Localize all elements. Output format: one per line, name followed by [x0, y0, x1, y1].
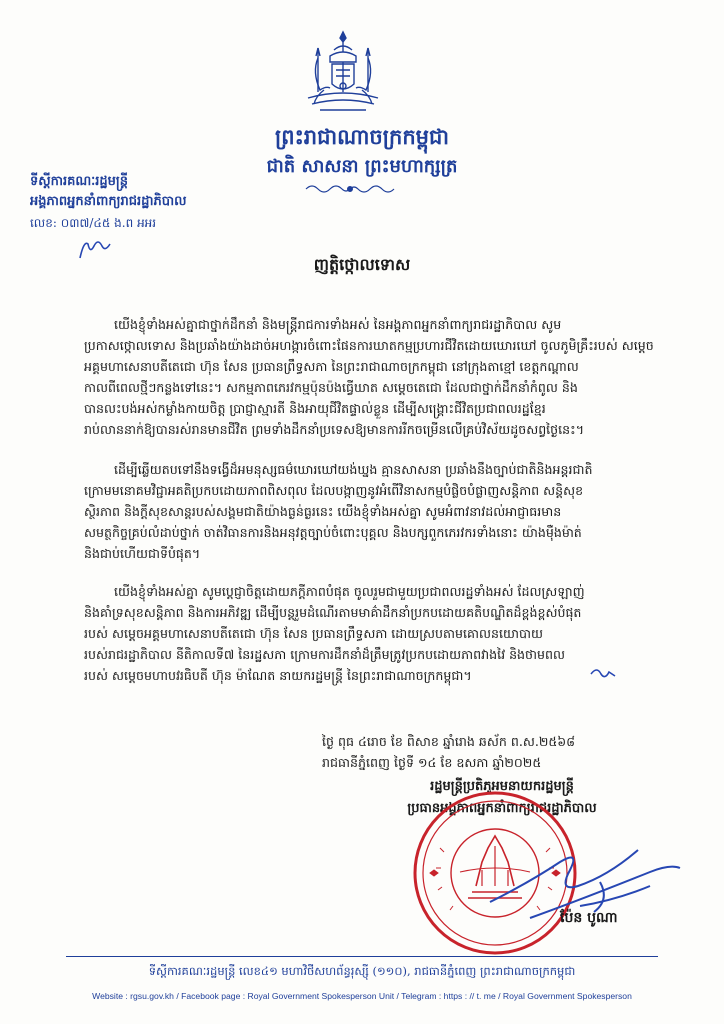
footer-contact: Website : rgsu.gov.kh / Facebook page : Royal Government Spokesperson Unit / Telegram : https : // t. me / Royal Government Spokesperson: [92, 991, 632, 1001]
signer-title-1: រដ្ឋមន្ត្រីប្រតិភូអមនាយករដ្ឋមន្ត្រី: [430, 779, 574, 794]
office-line-2: អង្គភាពអ្នកនាំពាក្យរាជរដ្ឋាភិបាល: [30, 194, 187, 209]
paragraph-line: របស់ សម្ដេចអគ្គមហាសេនាបតីតេជោ ហ៊ុន សែន ប្រធានព្រឹទ្ធសភា ដោយស្របតាមគោលនយោបាយ: [84, 626, 543, 641]
footer-address: ទីស្ដីការគណៈរដ្ឋមន្ត្រី លេខ៤១ មហាវិថីសហព័ន្ធរុស្ស៊ី (១១០), រាជធានីភ្នំពេញ ព្រះរាជាណាចក្រកម្ពុជា: [148, 964, 576, 978]
paragraph-line: កាលពីពេលថ្មីៗកន្លងទៅនេះ។ សកម្មភាពភេរវកម្មប៉ុនប៉ងធ្វើឃាត សម្ដេចតេជោ ដែលជាថ្នាក់ដឹកនាំកំពូល និង: [84, 380, 578, 395]
signer-title-2: ប្រធានអង្គភាពអ្នកនាំពាក្យរាជរដ្ឋាភិបាល: [407, 801, 597, 816]
kingdom-name: ព្រះរាជាណាចក្រកម្ពុជា: [274, 124, 449, 149]
paragraph-line: និងគាំទ្រសុខសន្តិភាព និងការអភិវឌ្ឍ ដើម្បីបន្តរួមដំណើរតាមមាគ៌ាដឹកនាំប្រកបដោយគតិបណ្ឌិតដ៏ខ្ពង់ខ្ពស់បំផុត: [84, 605, 582, 620]
document-title: ញត្តិថ្កោលទោស: [313, 255, 411, 274]
signer-name: ប៉ែន បូណា: [560, 910, 618, 926]
paragraph-line: របស់រាជរដ្ឋាភិបាល នីតិកាលទី៧ នៃរដ្ឋសភា ក្រោមការដឹកនាំដ៏ត្រឹមត្រូវប្រកបដោយភាពវាងវៃ និងថាមពល: [84, 647, 566, 662]
paragraph-line: រាប់លាននាក់ឱ្យបានរស់រានមានជីវិត ព្រមទាំងដឹកនាំប្រទេសឱ្យមានការរីកចម្រើនលើគ្រប់វិស័យដូចសព្វថ្ងៃនេះ។: [84, 422, 585, 437]
issuing-office: [30, 173, 270, 235]
paragraph-2: [84, 459, 674, 564]
paragraph-1: [84, 314, 674, 440]
reference-label: លេខ:: [30, 216, 57, 230]
paragraph-line: យើងខ្ញុំទាំងអស់គ្នា សូមប្ដេជ្ញាចិត្តដោយភក្ដីភាពបំផុត ចូលរួមជាមួយប្រជាពលរដ្ឋទាំងអស់ ដែលស្រឡាញ់: [114, 584, 585, 599]
reference-suffix: អអរ: [137, 216, 157, 230]
handwritten-mark-icon: [588, 664, 618, 680]
reference-value: ០៣៧/៤៥ ង.ព: [60, 216, 134, 230]
footer-divider: [66, 956, 658, 957]
paragraph-line: យើងខ្ញុំទាំងអស់គ្នាជាថ្នាក់ដឹកនាំ និងមន្ត្រីរាជការទាំងអស់ នៃអង្គភាពអ្នកនាំពាក្យរាជរដ្ឋាភិបាល សូម: [114, 317, 562, 332]
paragraph-line: បានលះបង់អស់កម្លាំងកាយចិត្ត ប្រាជ្ញាស្មារតី និងអាយុជីវិតផ្ទាល់ខ្លួន ដើម្បីសង្គ្រោះជីវិតប្រជាពលរដ្ឋខ្មែរ: [84, 401, 546, 416]
national-motto: ជាតិ សាសនា ព្រះមហាក្សត្រ: [266, 156, 458, 177]
paragraph-line: សមត្ថកិច្ចគ្រប់លំដាប់ថ្នាក់ ចាត់វិធានការនិងអនុវត្តច្បាប់ចំពោះបុគ្គល និងបក្សពួកភេរវករទាំងនោះ យ៉ាងម៉ឺងម៉ាត់: [84, 525, 582, 540]
paragraph-line: ប្រកាសថ្កោលទោស និងប្រឆាំងយ៉ាងដាច់អហង្ការចំពោះផែនការឃាតកម្មប្រហារជីវិតដោយឃោរឃៅ ចូលភូមិគ្រឹះរបស់ សម្ដេច: [84, 338, 654, 353]
royal-coat-of-arms-icon: [302, 28, 384, 120]
paragraph-line: ស្ថិរភាព និងក្ដីសុខសាន្តរបស់សង្គមជាតិយ៉ាងធ្ងន់ធ្ងរនេះ យើងខ្ញុំទាំងអស់គ្នា សូមអំពាវនាវដល់អាជ្ញាធរមាន: [84, 504, 562, 519]
paragraph-line: និងជាប់ហើយជាទីបំផុត។: [84, 546, 201, 561]
paragraph-line: របស់ សម្ដេចមហាបវរធិបតី ហ៊ុន ម៉ាណែត នាយករដ្ឋមន្ត្រី នៃព្រះរាជាណាចក្រកម្ពុជា។: [84, 668, 472, 683]
reference-number: [30, 215, 270, 235]
paragraph-line: ក្រោមមនោគមវិជ្ជាអគតិប្រកបដោយភាពពិសពុល ដែលបង្កាញនូវអំពើវិនាសកម្មបំផ្លិចបំផ្លាញសន្តិភាព សន្តិសុខ: [84, 483, 584, 498]
ornament-divider-icon: [302, 182, 398, 196]
paragraph-3: [84, 581, 674, 686]
solar-date: រាជធានីភ្នំពេញ ថ្ងៃទី ១៤ ខែ ឧសភា ឆ្នាំ២០២៥: [322, 755, 542, 770]
lunar-date: ថ្ងៃ ពុធ ៤រោច ខែ ពិសាខ ឆ្នាំរោង ឆស័ក ព.ស.២៥៦៨: [322, 734, 576, 749]
paragraph-line: អគ្គមហាសេនាបតីតេជោ ហ៊ុន សែន ប្រធានព្រឹទ្ធសភា នៃព្រះរាជាណាចក្រកម្ពុជា នៅក្រុងតាខ្មៅ ខេត្តកណ្ដាល: [84, 359, 579, 374]
paragraph-line: ដើម្បីឆ្លើយតបទៅនឹងទង្វើដ៏អមនុស្សធម៌ឃោរឃៅយង់ឃ្នង គ្មានសាសនា ប្រឆាំងនឹងច្បាប់ជាតិនិងអន្តរជាតិ: [114, 462, 593, 477]
office-line-1: ទីស្ដីការគណៈរដ្ឋមន្ត្រី: [30, 174, 128, 189]
